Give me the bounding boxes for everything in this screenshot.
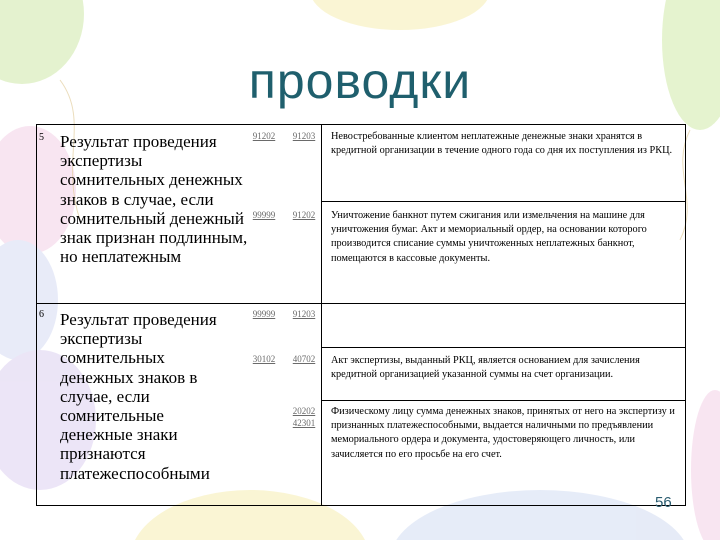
- debit-account: 99999: [252, 210, 276, 220]
- table-border-left: [36, 124, 37, 506]
- entry-separator-6a: [321, 347, 686, 348]
- page-number: 56: [655, 494, 672, 511]
- row-description: Результат проведения экспертизы сомнительных денежных знаков в случае, если сомнительный денежный знак признан подлинным, но неплатежным: [60, 132, 248, 267]
- entry-separator-6b: [321, 400, 686, 401]
- credit-account: 91203: [292, 131, 316, 141]
- slide-title: проводки: [248, 53, 472, 109]
- debit-account: 30102: [252, 354, 276, 364]
- entry-note: Акт экспертизы, выданный РКЦ, является основанием для зачисления кредитной организацией указанной суммы на счет организации.: [331, 355, 640, 381]
- credit-account: 91202: [292, 210, 316, 220]
- credit-account: 91203: [292, 309, 316, 319]
- table-border-right: [685, 124, 686, 506]
- credit-account: 40702: [292, 354, 316, 364]
- balloon-right-pink: [691, 390, 720, 540]
- entry-note: Физическому лицу сумма денежных знаков, принятых от него на экспертизу и признанных платежеспособными, выдается наличными по предъявлении мемориального ордера и документа, удостоверяющего личность, или зачисляется по его просьбе на его счет.: [331, 406, 675, 460]
- table-border-bottom: [36, 505, 686, 506]
- entry-note: Невостребованные клиентом неплатежные денежные знаки хранятся в кредитной организации в течение одного года со дня их поступления из РКЦ.: [331, 131, 673, 157]
- table-border-top: [36, 124, 686, 125]
- entry-note: Уничтожение банкнот путем сжигания или измельчения на машине для уничтожения бумаг. Акт и мемориальный ордер, на основании которого производится списание суммы уничтоженных неплатежных банкнот, помещаются в кассовые документы.: [331, 210, 647, 264]
- row-number: 5: [39, 132, 44, 143]
- debit-account: 91202: [252, 131, 276, 141]
- balloon-top-yellow: [310, 0, 490, 30]
- credit-account: 20202 42301: [292, 406, 316, 428]
- debit-account: 99999: [252, 309, 276, 319]
- accounting-entries-table: [36, 124, 686, 506]
- row-separator: [36, 303, 686, 304]
- row-number: 6: [39, 309, 44, 320]
- entry-separator-5: [321, 201, 686, 202]
- row-description: Результат проведения экспертизы сомнительных денежных знаков в случае, если сомнительные денежные знаки признаются платежеспособными: [60, 310, 217, 483]
